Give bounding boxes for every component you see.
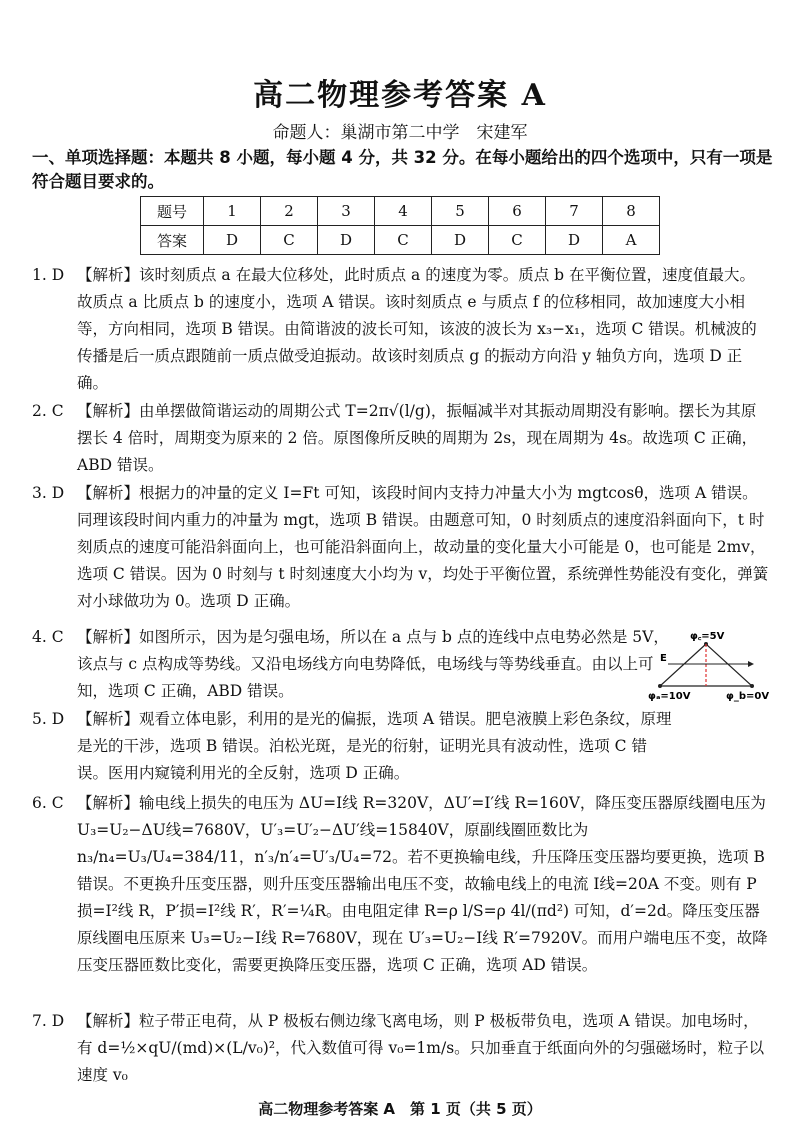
question-text: 【解析】输电线上损失的电压为 ΔU=I线 R=320V，ΔU′=I′线 R=160V，降压变压器原线圈电压为 U₃=U₂−ΔU线=7680V，U′₃=U′₂−ΔU′线=15840V，原副线圈匝数比为 n₃/n₄=U₃/U₄=384/11，n′₃/n′₄=U′₃/U₄=72。若不更换输电线，升压降压变压器均要更换，选项 B 错误。不更换升压变压器，则升压变压器输出电压不变，故输电线上的电流 I线=20A 不变。则有 P损=I²线 R，P′损=I²线 R′，R′=¼R。由电阻定律 R=ρ l/S=ρ 4l/(πd²) 可知，d′=2d。降压变压器原线圈电压原来 U₃=U₂−I线 R=7680V，现在 U′₃=U₂−I线 R′=7920V。而用户端电压不变，故降压变压器匝数比变化，需要更换降压变压器，选项 C 正确，选项 AD 错误。 <box>77 794 768 974</box>
question-7 <box>32 1008 770 1089</box>
question-number: 6. C <box>32 794 64 812</box>
table-cell: D <box>318 226 375 255</box>
question-text: 【解析】观看立体电影，利用的是光的偏振，选项 A 错误。肥皂液膜上彩色条纹，原理是光的干涉，选项 B 错误。泊松光斑，是光的衍射，证明光具有波动性，选项 C 错误。医用内窥镜利用光的全反射，选项 D 正确。 <box>77 710 672 782</box>
table-header-cell: 答案 <box>141 226 204 255</box>
point-b <box>750 684 754 688</box>
question-number: 7. D <box>32 1012 65 1030</box>
phi-a-label: φₐ=10V <box>648 691 691 702</box>
page-title: 高二物理参考答案 A <box>253 78 547 113</box>
table-cell: D <box>432 226 489 255</box>
point-a <box>658 684 662 688</box>
table-cell: 3 <box>318 197 375 226</box>
table-cell: 8 <box>603 197 660 226</box>
table-cell: 4 <box>375 197 432 226</box>
question-number: 1. D <box>32 266 65 284</box>
question-number: 2. C <box>32 402 64 420</box>
table-cell: C <box>489 226 546 255</box>
page-footer: 高二物理参考答案 A 第 1 页（共 5 页） <box>258 1100 542 1118</box>
table-cell: 6 <box>489 197 546 226</box>
question-number: 5. D <box>32 710 65 728</box>
question-text: 【解析】由单摆做简谐运动的周期公式 T=2π√(l/g)，振幅减半对其振动周期没有影响。摆长为其原摆长 4 倍时，周期变为原来的 2 倍。原图像所反映的周期为 2s，现在周期为 4s。故选项 C 正确，ABD 错误。 <box>77 402 758 474</box>
answer-table <box>140 196 660 255</box>
question-text: 【解析】粒子带正电荷，从 P 极板右侧边缘飞离电场，则 P 极板带负电，选项 A 错误。加电场时，有 d=½×qU/(md)×(L/v₀)²，代入数值可得 v₀=1m/s。只加垂直于纸面向外的匀强磁场时，粒子以速度 v₀ <box>77 1012 765 1084</box>
table-cell: C <box>261 226 318 255</box>
question-5 <box>32 706 770 787</box>
question-number: 3. D <box>32 484 65 502</box>
question-3 <box>32 480 770 615</box>
table-row <box>141 197 660 226</box>
table-cell: C <box>375 226 432 255</box>
question-number: 4. C <box>32 628 64 646</box>
question-text: 【解析】根据力的冲量的定义 I=Ft 可知，该段时间内支持力冲量大小为 mgtcosθ，选项 A 错误。同理该段时间内重力的冲量为 mgt，选项 B 错误。由题意可知，0 时刻质点的速度沿斜面向下，t 时刻质点的速度可能沿斜面向上，也可能沿斜面向上，故动量的变化量大小可能是 0，也可能是 2mv，选项 C 错误。因为 0 时刻与 t 时刻速度大小均为 v，均处于平衡位置，系统弹性势能没有变化，弹簧对小球做功为 0。选项 D 正确。 <box>77 484 769 610</box>
electric-field-figure <box>648 628 773 703</box>
table-cell: 5 <box>432 197 489 226</box>
phi-b-label: φ_b=0V <box>726 691 770 702</box>
question-text: 【解析】该时刻质点 a 在最大位移处，此时质点 a 的速度为零。质点 b 在平衡位置，速度值最大。故质点 a 比质点 b 的速度小，选项 A 错误。该时刻质点 e 与质点 f 的位移相同，故加速度大小相等，方向相同，选项 B 错误。由简谐波的波长可知，该波的波长为 x₃−x₁，选项 C 错误。机械波的传播是后一质点跟随前一质点做受迫振动。故该时刻质点 g 的振动方向沿 y 轴负方向，选项 D 正确。 <box>77 266 757 392</box>
table-cell: 1 <box>204 197 261 226</box>
field-label: E <box>660 653 667 664</box>
question-2 <box>32 398 770 479</box>
question-1 <box>32 262 770 397</box>
section-heading: 一、单项选择题：本题共 8 小题，每小题 4 分，共 32 分。在每小题给出的四个选项中，只有一项是符合题目要求的。 <box>32 148 773 191</box>
question-6 <box>32 790 770 979</box>
table-cell: A <box>603 226 660 255</box>
table-header-cell: 题号 <box>141 197 204 226</box>
table-cell: D <box>204 226 261 255</box>
table-row <box>141 226 660 255</box>
phi-c-label: φ꜀=5V <box>690 631 725 642</box>
table-cell: 2 <box>261 197 318 226</box>
field-arrow-icon <box>748 661 754 667</box>
question-text: 【解析】如图所示，因为是匀强电场，所以在 a 点与 b 点的连线中点电势必然是 5V，该点与 c 点构成等势线。又沿电场线方向电势降低，电场线与等势线垂直。由以上可知，选项 C 正确，ABD 错误。 <box>77 628 669 700</box>
author-line: 命题人：巢湖市第二中学 宋建军 <box>272 123 528 143</box>
table-cell: 7 <box>546 197 603 226</box>
table-cell: D <box>546 226 603 255</box>
